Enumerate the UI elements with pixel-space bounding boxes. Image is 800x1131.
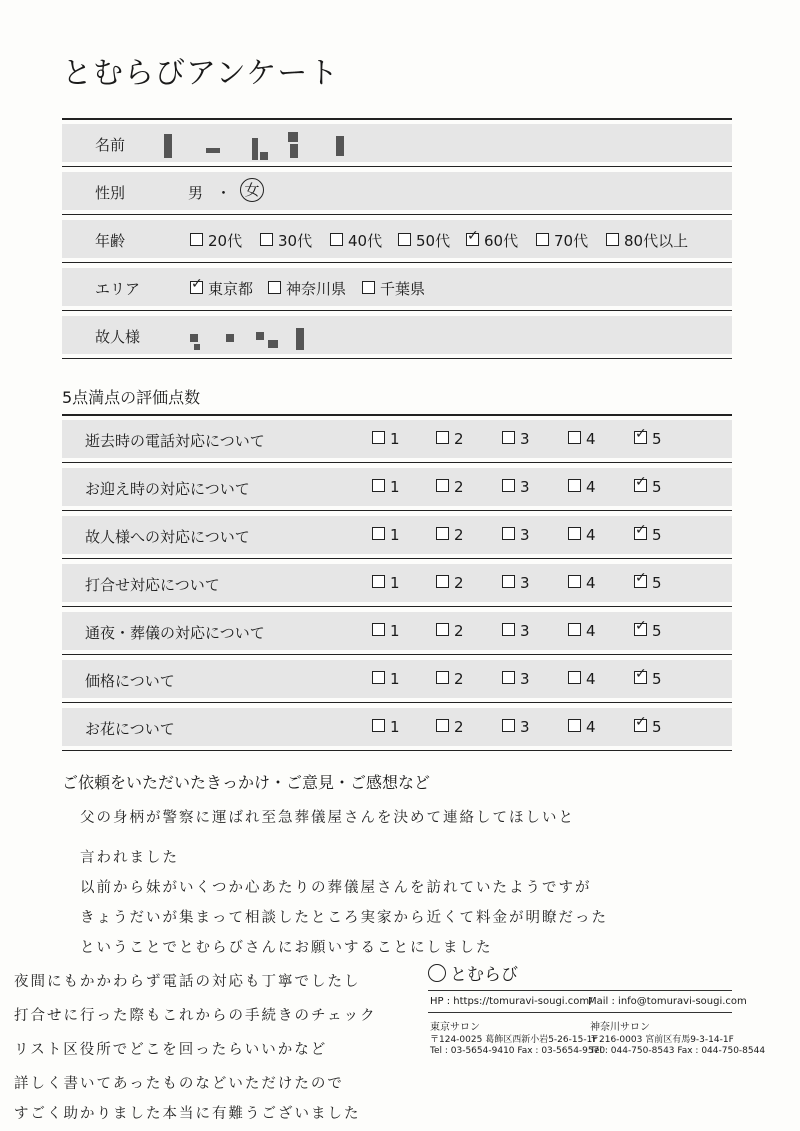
divider <box>62 310 732 311</box>
rating-row-label: 故人様への対応について <box>85 528 250 546</box>
rating-option-selected[interactable]: ✓ 5 <box>634 622 662 640</box>
rating-option[interactable]: 2 <box>436 670 464 688</box>
divider <box>62 510 732 511</box>
rating-row-label: 通夜・葬儀の対応について <box>85 624 265 642</box>
divider <box>62 214 732 215</box>
rating-option[interactable]: 3 <box>502 478 530 496</box>
age-option[interactable]: 30代 <box>260 230 312 251</box>
age-option[interactable]: 80代以上 <box>606 230 688 251</box>
divider <box>62 262 732 263</box>
tokyo-salon-address: 〒124-0025 葛飾区西新小岩5-26-15-1F <box>430 1035 598 1045</box>
comment-line: 詳しく書いてあったものなどいただけたので <box>14 1076 344 1092</box>
rating-option-selected[interactable]: ✓ 5 <box>634 478 662 496</box>
rating-option[interactable]: 4 <box>568 430 596 448</box>
rating-option[interactable]: 4 <box>568 622 596 640</box>
rating-option[interactable]: 2 <box>436 478 464 496</box>
age-label: 年齢 <box>95 232 126 250</box>
rating-option-selected[interactable]: ✓ 5 <box>634 574 662 592</box>
field-row-gender <box>62 172 732 210</box>
name-label: 名前 <box>95 136 126 154</box>
rating-row-label: 逝去時の電話対応について <box>85 432 265 450</box>
rating-option[interactable]: 1 <box>372 718 400 736</box>
rating-option[interactable]: 2 <box>436 430 464 448</box>
rating-option-selected[interactable]: ✓ 5 <box>634 430 662 448</box>
kanagawa-salon-contact: Tel : 044-750-8543 Fax : 044-750-8544 <box>590 1046 766 1056</box>
area-option[interactable]: 千葉県 <box>362 278 425 299</box>
footer-divider <box>428 1012 732 1013</box>
comment-line: 言われました <box>80 850 179 866</box>
rating-option[interactable]: 1 <box>372 478 400 496</box>
rating-option[interactable]: 1 <box>372 622 400 640</box>
comment-line: 夜間にもかかわらず電話の対応も丁寧でしたし <box>14 974 361 990</box>
page-title: とむらびアンケート <box>62 56 340 91</box>
age-option-selected[interactable]: ✓ 60代 <box>466 230 518 251</box>
rating-option[interactable]: 2 <box>436 622 464 640</box>
comment-line: ということでとむらびさんにお願いすることにしました <box>80 940 493 956</box>
age-option[interactable]: 40代 <box>330 230 382 251</box>
footer-mail[interactable]: Mail : info@tomuravi-sougi.com <box>588 996 747 1007</box>
divider <box>62 414 732 416</box>
divider <box>62 702 732 703</box>
divider <box>62 118 732 120</box>
comment-line: きょうだいが集まって相談したところ実家から近くて料金が明瞭だった <box>80 910 608 926</box>
logo-mark-icon <box>428 964 446 982</box>
tokyo-salon-contact: Tel : 03-5654-9410 Fax : 03-5654-9570 <box>430 1046 606 1056</box>
divider <box>62 358 732 359</box>
rating-row-label: お花について <box>85 720 175 738</box>
rating-row-label: 価格について <box>85 672 175 690</box>
divider <box>62 654 732 655</box>
area-label: エリア <box>95 280 141 298</box>
rating-option[interactable]: 3 <box>502 526 530 544</box>
rating-option[interactable]: 2 <box>436 526 464 544</box>
rating-row-label: 打合せ対応について <box>85 576 220 594</box>
age-option[interactable]: 70代 <box>536 230 588 251</box>
gender-separator: ・ <box>216 184 232 202</box>
rating-option[interactable]: 4 <box>568 670 596 688</box>
footer-divider <box>428 990 732 991</box>
gender-male: 男 <box>188 184 204 202</box>
field-row-deceased <box>62 316 732 354</box>
gender-female-circled: 女 <box>240 178 264 202</box>
comment-line: 打合せに行った際もこれからの手続きのチェック <box>14 1008 377 1024</box>
footer-logo: とむらび <box>428 960 518 985</box>
age-option[interactable]: 20代 <box>190 230 242 251</box>
name-redacted <box>160 128 360 162</box>
tokyo-salon-name: 東京サロン <box>430 1022 480 1033</box>
comments-heading: ご依頼をいただいたきっかけ・ご意見・ご感想など <box>62 773 431 792</box>
area-option-selected[interactable]: ✓ 東京都 <box>190 278 253 299</box>
divider <box>62 462 732 463</box>
rating-option[interactable]: 3 <box>502 574 530 592</box>
rating-option[interactable]: 1 <box>372 574 400 592</box>
rating-option[interactable]: 4 <box>568 718 596 736</box>
rating-option[interactable]: 4 <box>568 526 596 544</box>
divider <box>62 166 732 167</box>
rating-option[interactable]: 2 <box>436 574 464 592</box>
comment-line: 以前から妹がいくつか心あたりの葬儀屋さんを訪れていたようですが <box>80 880 592 896</box>
kanagawa-salon-address: 〒216-0003 宮前区有馬9-3-14-1F <box>590 1035 734 1045</box>
footer-hp[interactable]: HP : https://tomuravi-sougi.com/ <box>430 996 593 1007</box>
rating-row-label: お迎え時の対応について <box>85 480 250 498</box>
rating-option[interactable]: 1 <box>372 670 400 688</box>
deceased-label: 故人様 <box>95 328 141 346</box>
rating-option[interactable]: 1 <box>372 526 400 544</box>
rating-option-selected[interactable]: ✓ 5 <box>634 718 662 736</box>
comment-line: 父の身柄が警察に運ばれ至急葬儀屋さんを決めて連絡してほしいと <box>80 810 575 826</box>
age-option[interactable]: 50代 <box>398 230 450 251</box>
area-option[interactable]: 神奈川県 <box>268 278 346 299</box>
kanagawa-salon-name: 神奈川サロン <box>590 1022 650 1033</box>
rating-option[interactable]: 3 <box>502 622 530 640</box>
rating-option-selected[interactable]: ✓ 5 <box>634 670 662 688</box>
rating-option[interactable]: 1 <box>372 430 400 448</box>
rating-heading: 5点満点の評価点数 <box>62 388 201 407</box>
rating-option[interactable]: 2 <box>436 718 464 736</box>
rating-option-selected[interactable]: ✓ 5 <box>634 526 662 544</box>
comment-line: すごく助かりました本当に有難うございました <box>14 1106 361 1122</box>
rating-option[interactable]: 3 <box>502 718 530 736</box>
divider <box>62 750 732 751</box>
rating-option[interactable]: 4 <box>568 478 596 496</box>
comment-line: リスト区役所でどこを回ったらいいかなど <box>14 1042 328 1058</box>
divider <box>62 606 732 607</box>
deceased-name-redacted <box>186 320 326 354</box>
rating-option[interactable]: 3 <box>502 430 530 448</box>
divider <box>62 558 732 559</box>
rating-option[interactable]: 3 <box>502 670 530 688</box>
rating-option[interactable]: 4 <box>568 574 596 592</box>
gender-label: 性別 <box>95 184 126 202</box>
